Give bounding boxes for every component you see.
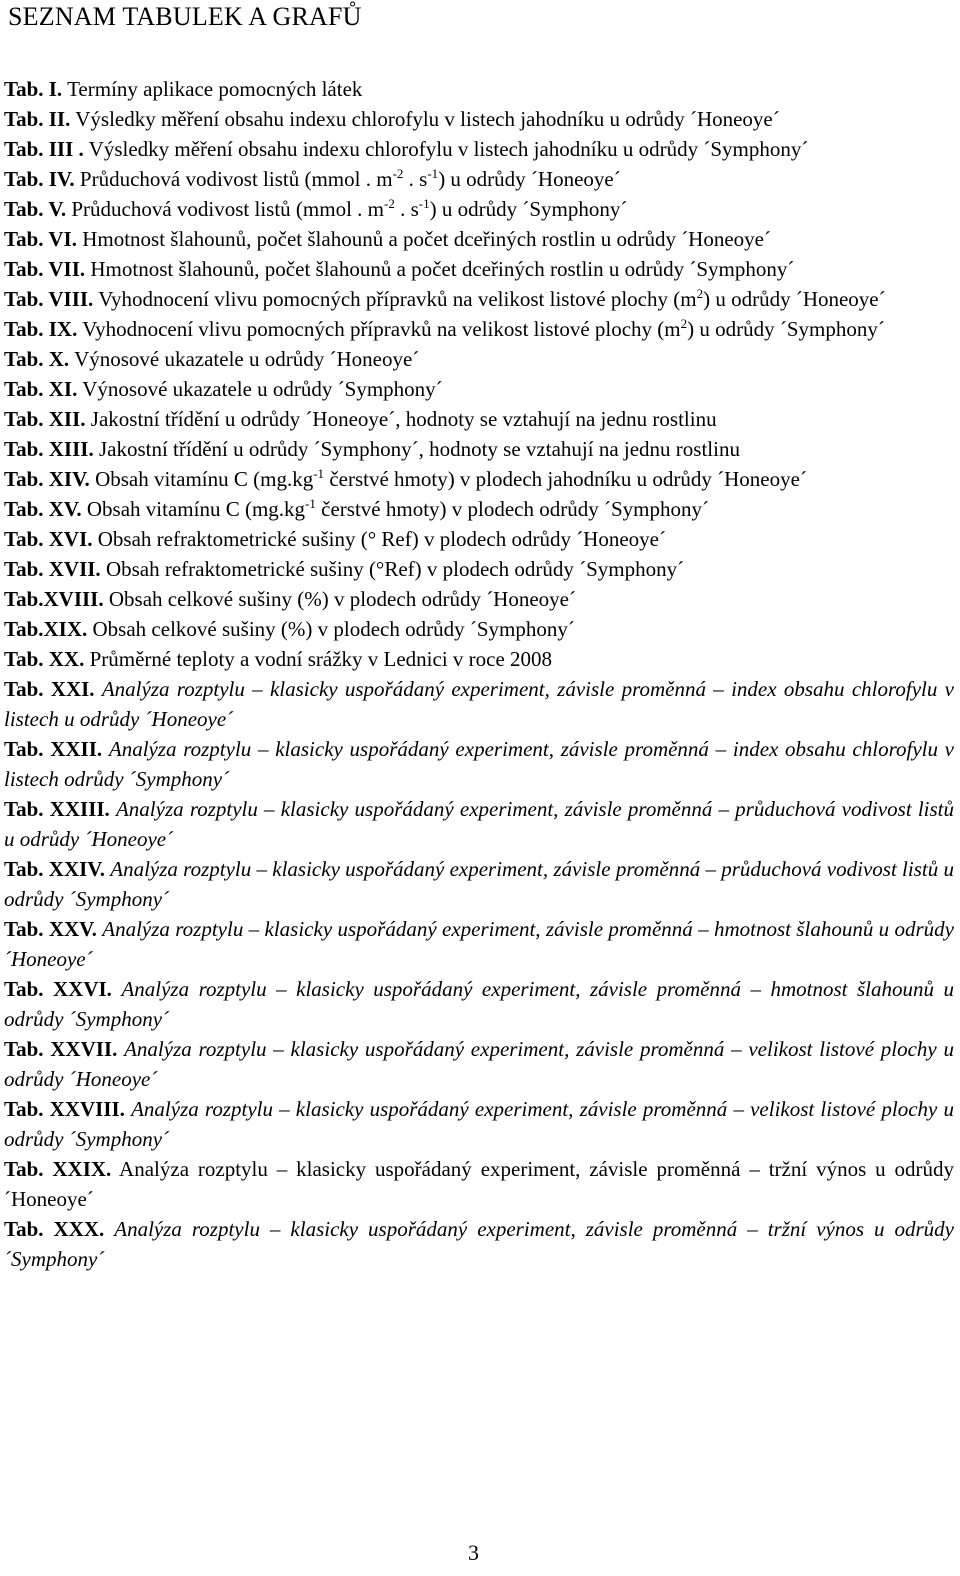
list-item	[4, 254, 954, 284]
table-label: Tab. VII.	[4, 257, 86, 281]
list-item	[4, 134, 954, 164]
list-item	[4, 914, 954, 974]
table-description: Analýza rozptylu – klasicky uspořádaný experiment, závisle proměnná – index obsahu chlorofylu v listech odrůdy ´Symphony´	[4, 737, 955, 791]
list-item	[4, 374, 954, 404]
table-description: Obsah vitamínu C ($mg.kg^{-1}$ čerstvé hmoty) v plodech jahodníku u odrůdy ´Honeoye´	[95, 466, 807, 491]
table-description: Výnosové ukazatele u odrůdy ´Symphony´	[82, 377, 443, 401]
table-description: Obsah refraktometrické sušiny (° Ref) v plodech odrůdy ´Honeoye´	[97, 527, 666, 551]
table-description: Obsah celkové sušiny (%) v plodech odrůdy ´Symphony´	[92, 617, 575, 641]
table-description: Analýza rozptylu – klasicky uspořádaný experiment, závisle proměnná – průduchová vodivost listů u odrůdy ´Symphony´	[4, 857, 954, 911]
list-item	[4, 974, 954, 1034]
list-item	[4, 74, 954, 104]
list-item	[4, 1034, 954, 1094]
table-description: Analýza rozptylu – klasicky uspořádaný experiment, závisle proměnná – velikost listové plochy u odrůdy ´Symphony´	[4, 1097, 955, 1151]
list-item	[4, 284, 954, 314]
table-label: Tab. V.	[4, 197, 67, 221]
list-item	[4, 1154, 954, 1214]
table-description: Vyhodnocení vlivu pomocných přípravků na velikost listové plochy $(m^2)$ u odrůdy ´Symphony´	[82, 316, 885, 341]
list-item	[4, 854, 954, 914]
table-label: Tab. XI.	[4, 377, 78, 401]
page-title: SEZNAM TABULEK A GRAFŮ	[8, 2, 362, 31]
table-label: Tab. XXVI.	[4, 977, 112, 1001]
table-description: Analýza rozptylu – klasicky uspořádaný experiment, závisle proměnná – průduchová vodivost listů u odrůdy ´Honeoye´	[4, 797, 955, 851]
table-label: Tab. IX.	[4, 317, 78, 341]
table-description: Obsah celkové sušiny (%) v plodech odrůdy ´Honeoye´	[108, 587, 576, 611]
list-item	[4, 1214, 954, 1274]
table-label: Tab. XX.	[4, 647, 85, 671]
table-description: Průduchová vodivost listů (mmol . $m^{-2}$ . $s^{-1}$) u odrůdy ´Honeoye´	[79, 166, 621, 191]
table-description: Analýza rozptylu – klasicky uspořádaný experiment, závisle proměnná – tržní výnos u odrůdy ´Honeoye´	[4, 1157, 954, 1211]
table-label: Tab. X.	[4, 347, 70, 371]
table-description: Výsledky měření obsahu indexu chlorofylu v listech jahodníku u odrůdy ´Honeoye´	[75, 107, 780, 131]
table-label: Tab. XXVII.	[4, 1037, 118, 1061]
list-item	[4, 434, 954, 464]
table-label: Tab. XII.	[4, 407, 86, 431]
table-label: Tab. XXI.	[4, 677, 95, 701]
table-label: Tab. XXX.	[4, 1217, 105, 1241]
table-label: Tab. XXVIII.	[4, 1097, 125, 1121]
table-description: Hmotnost šlahounů, počet šlahounů a počet dceřiných rostlin u odrůdy ´Honeoye´	[82, 227, 771, 251]
list-item	[4, 644, 954, 674]
table-description: Průměrné teploty a vodní srážky v Lednici v roce 2008	[89, 647, 553, 671]
table-label: Tab.XVIII.	[4, 587, 104, 611]
list-item	[4, 344, 954, 374]
list-item	[4, 734, 954, 794]
list-item	[4, 674, 954, 734]
table-description: Obsah vitamínu C ($mg.kg^{-1}$ čerstvé hmoty) v plodech odrůdy ´Symphony´	[86, 496, 709, 521]
table-description: Vyhodnocení vlivu pomocných přípravků na velikost listové plochy $(m^2)$ u odrůdy ´Honeoye´	[98, 286, 886, 311]
list-item	[4, 554, 954, 584]
table-label: Tab. XVI.	[4, 527, 93, 551]
table-label: Tab. II.	[4, 107, 71, 131]
list-item	[4, 194, 954, 224]
table-label: Tab. III .	[4, 137, 84, 161]
table-description: Termíny aplikace pomocných látek	[67, 77, 363, 101]
list-item	[4, 794, 954, 854]
table-label: Tab.XIX.	[4, 617, 88, 641]
table-description: Obsah refraktometrické sušiny (°Ref) v plodech odrůdy ´Symphony´	[105, 557, 685, 581]
table-description: Analýza rozptylu – klasicky uspořádaný experiment, závisle proměnná – velikost listové plochy u odrůdy ´Honeoye´	[4, 1037, 954, 1091]
table-description: Jakostní třídění u odrůdy ´Honeoye´, hodnoty se vztahují na jednu rostlinu	[90, 407, 717, 431]
list-item	[4, 104, 954, 134]
table-description: Výsledky měření obsahu indexu chlorofylu v listech jahodníku u odrůdy ´Symphony´	[88, 137, 809, 161]
table-label: Tab. XXII.	[4, 737, 103, 761]
table-label: Tab. I.	[4, 77, 63, 101]
list-item	[4, 1094, 954, 1154]
list-item	[4, 404, 954, 434]
table-label: Tab. IV.	[4, 167, 75, 191]
table-description: Analýza rozptylu – klasicky uspořádaný experiment, závisle proměnná – hmotnost šlahounů u odrůdy ´Symphony´	[4, 977, 954, 1031]
list-item	[4, 164, 954, 194]
table-label: Tab. XIII.	[4, 437, 94, 461]
table-description: Analýza rozptylu – klasicky uspořádaný experiment, závisle proměnná – tržní výnos u odrůdy ´Symphony´	[4, 1217, 954, 1271]
list-item	[4, 494, 954, 524]
table-list	[4, 74, 954, 1274]
table-description: Výnosové ukazatele u odrůdy ´Honeoye´	[74, 347, 420, 371]
page-number: 3	[468, 1540, 479, 1565]
table-label: Tab. XXV.	[4, 917, 97, 941]
table-label: Tab. XIV.	[4, 467, 90, 491]
table-description: Analýza rozptylu – klasicky uspořádaný experiment, závisle proměnná – hmotnost šlahounů u odrůdy ´Honeoye´	[4, 917, 954, 971]
list-item	[4, 224, 954, 254]
list-item	[4, 464, 954, 494]
table-label: Tab. XXIX.	[4, 1157, 112, 1181]
table-description: Analýza rozptylu – klasicky uspořádaný experiment, závisle proměnná – index obsahu chlorofylu v listech u odrůdy ´Honeoye´	[4, 677, 954, 731]
table-label: Tab. XXIV.	[4, 857, 105, 881]
table-description: Průduchová vodivost listů (mmol . $m^{-2}$ . $s^{-1}$) u odrůdy ´Symphony´	[71, 196, 628, 221]
table-label: Tab. VIII.	[4, 287, 94, 311]
table-description: Jakostní třídění u odrůdy ´Symphony´, hodnoty se vztahují na jednu rostlinu	[98, 437, 740, 461]
table-label: Tab. XXIII.	[4, 797, 110, 821]
table-label: Tab. XVII.	[4, 557, 101, 581]
list-item	[4, 524, 954, 554]
table-label: Tab. XV.	[4, 497, 82, 521]
table-label: Tab. VI.	[4, 227, 77, 251]
list-item	[4, 614, 954, 644]
table-description: Hmotnost šlahounů, počet šlahounů a počet dceřiných rostlin u odrůdy ´Symphony´	[90, 257, 795, 281]
list-item	[4, 584, 954, 614]
list-item	[4, 314, 954, 344]
